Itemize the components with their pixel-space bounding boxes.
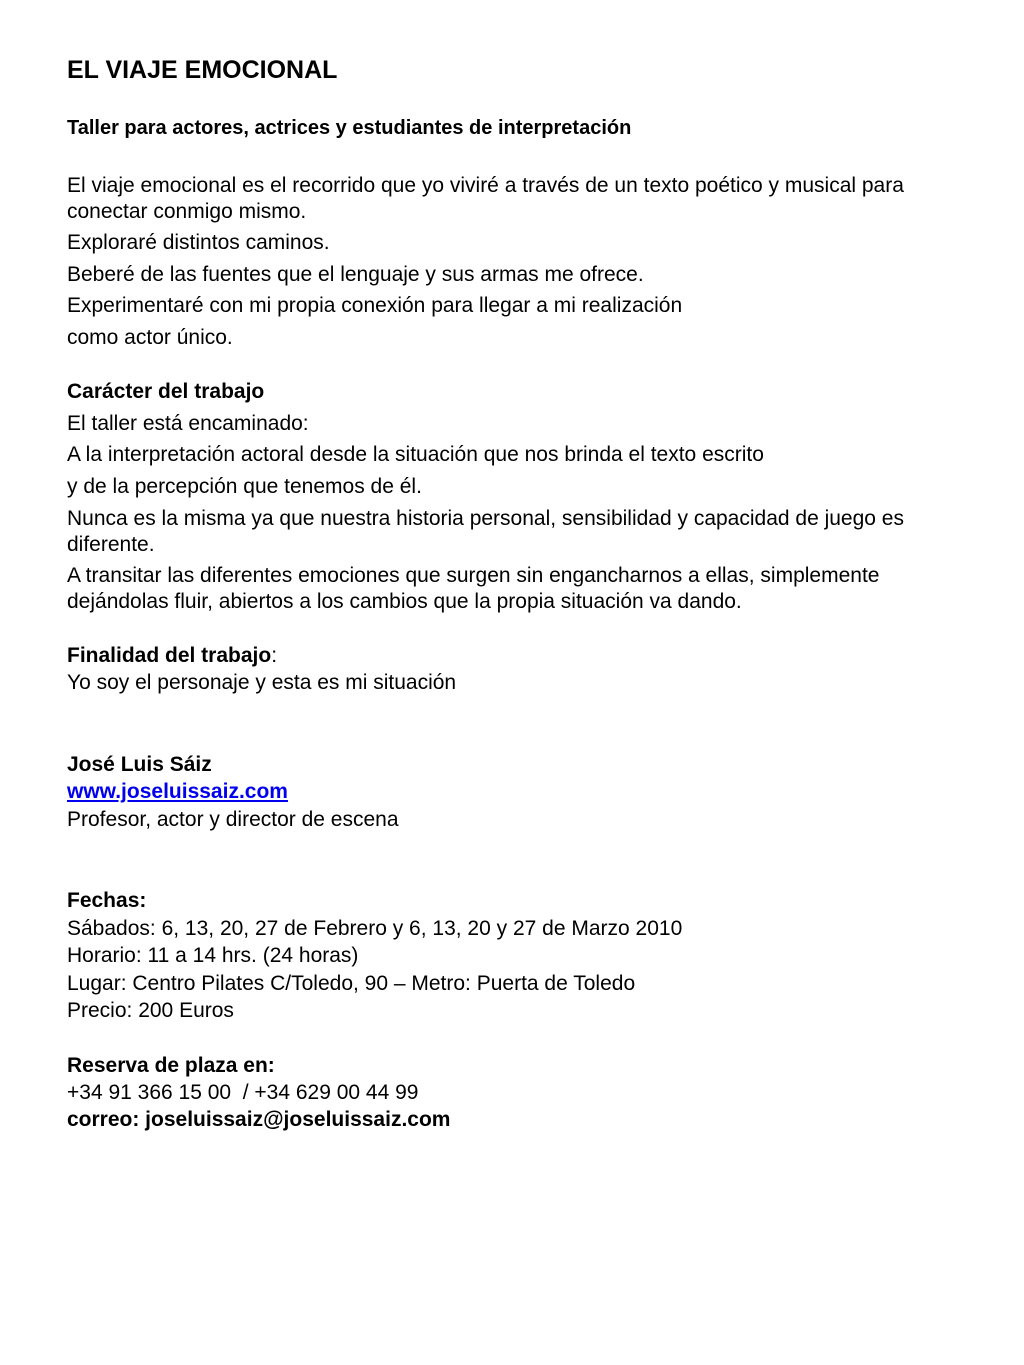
caracter-heading: Carácter del trabajo <box>67 380 265 403</box>
reserva-email: correo: joseluissaiz@joseluissaiz.com <box>67 1108 451 1131</box>
finalidad-colon: : <box>271 644 278 667</box>
intro-paragraph-1: El viaje emocional es el recorrido que yo viviré a través de un texto poético y musical para conectar conmigo mismo. <box>67 174 904 223</box>
finalidad-text: Yo soy el personaje y esta es mi situación <box>67 671 457 694</box>
reserva-heading: Reserva de plaza en: <box>67 1054 275 1077</box>
author-website-link[interactable]: www.joseluissaiz.com <box>67 780 288 803</box>
caracter-line-4: Nunca es la misma ya que nuestra historia personal, sensibilidad y capacidad de juego es diferente. <box>67 507 904 556</box>
fechas-precio: Precio: 200 Euros <box>67 999 234 1022</box>
author-role: Profesor, actor y director de escena <box>67 808 399 831</box>
fechas-heading: Fechas: <box>67 889 147 912</box>
document-title: EL VIAJE EMOCIONAL <box>67 56 338 84</box>
caracter-line-3: y de la percepción que tenemos de él. <box>67 475 422 498</box>
caracter-line-5: A transitar las diferentes emociones que surgen sin engancharnos a ellas, simplemente dejándolas fluir, abiertos a los cambios que la propia situación va dando. <box>67 564 880 613</box>
finalidad-heading-line <box>67 643 957 669</box>
author-website-line <box>67 779 957 805</box>
finalidad-heading: Finalidad del trabajo <box>67 644 272 667</box>
intro-paragraph-5: como actor único. <box>67 326 233 349</box>
intro-paragraph-2: Exploraré distintos caminos. <box>67 231 330 254</box>
fechas-horario: Horario: 11 a 14 hrs. (24 horas) <box>67 944 359 967</box>
caracter-line-1: El taller está encaminado: <box>67 412 309 435</box>
intro-paragraph-4: Experimentaré con mi propia conexión para llegar a mi realización <box>67 294 683 317</box>
caracter-line-2: A la interpretación actoral desde la situación que nos brinda el texto escrito <box>67 443 764 466</box>
fechas-sabados: Sábados: 6, 13, 20, 27 de Febrero y 6, 13, 20 y 27 de Marzo 2010 <box>67 917 683 940</box>
intro-paragraph-3: Beberé de las fuentes que el lenguaje y sus armas me ofrece. <box>67 263 644 286</box>
reserva-phones: +34 91 366 15 00 / +34 629 00 44 99 <box>67 1081 419 1104</box>
author-name: José Luis Sáiz <box>67 753 212 776</box>
document-subtitle: Taller para actores, actrices y estudiantes de interpretación <box>67 117 632 139</box>
fechas-lugar: Lugar: Centro Pilates C/Toledo, 90 – Metro: Puerta de Toledo <box>67 972 636 995</box>
